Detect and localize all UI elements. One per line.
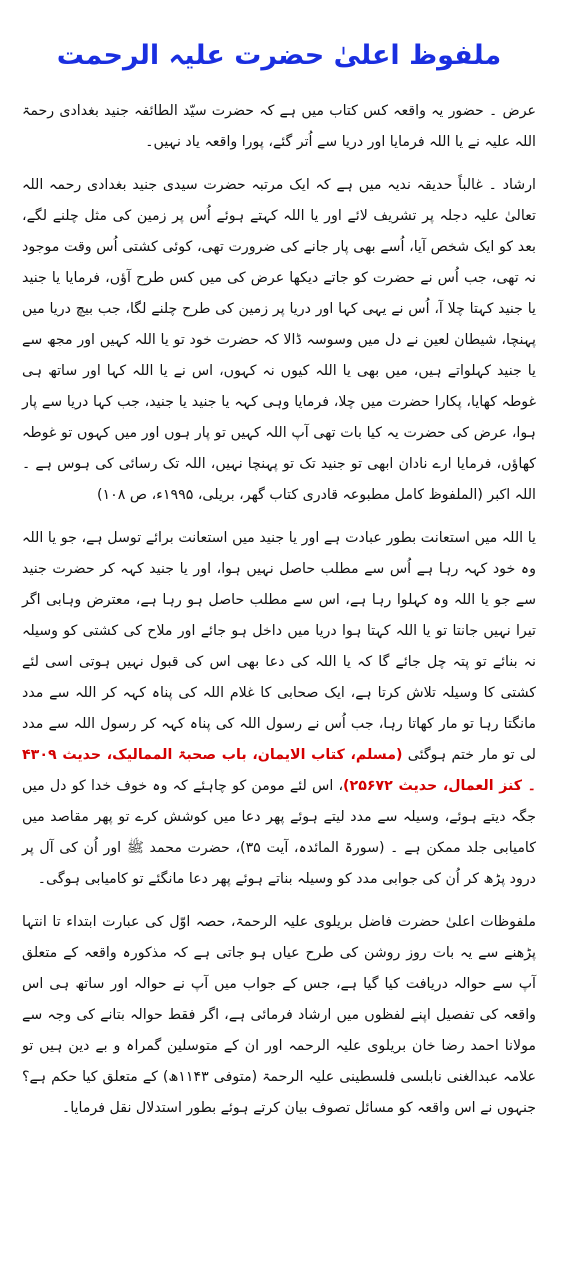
- paragraph-answer: ارشاد ۔ غالباً حدیقہ ندیہ میں ہے کہ ایک مرتبہ حضرت سیدی جنید بغدادی رحمہ اللہ تعالیٰ علیہ دجلہ پر تشریف لائے اور یا اللہ کہتے ہوئے اُس پر زمین کی مثل چلنے لگے، بعد کو ایک شخص آیا، اُسے بھی پار جانے کی ضرورت تھی، کوئی کشتی اُس وقت موجود نہ تھی، جب اُس نے حضرت کو جاتے دیکھا عرض کی میں کس طرح آؤں، فرمایا یا جنید یا جنید کہتا چلا آ، اُس نے یہی کہا اور دریا پر زمین کی طرح چلنے لگا، جب بیچ دریا میں پہنچا، شیطان لعین نے دل میں وسوسہ ڈالا کہ حضرت خود تو یا اللہ کہیں اور مجھ سے یا جنید کہلواتے ہیں، میں بھی یا اللہ کیوں نہ کہوں، اس نے یا اللہ کہا اور ساتھ ہی غوطہ کھایا، پکارا حضرت میں چلا، فرمایا وہی کہہ یا جنید یا جنید، جب کہا دریا سے پار ہوا، عرض کی حضرت یہ کیا بات تھی آپ اللہ کہیں تو پار ہوں اور میں کہوں تو غوطہ کھاؤں، فرمایا ارے نادان ابھی تو جنید تک تو پہنچا نہیں، اللہ تک رسائی کی ہوس ہے ۔ اللہ اکبر (الملفوظ کامل مطبوعہ قادری کتاب گھر، بریلی، ۱۹۹۵ء، ص ۱۰۸): [22, 177, 536, 503]
- commentary-text-continued: ، اس لئے مومن کو چاہئے کہ وہ خوف خدا کو دل میں جگہ دیتے ہوئے، وسیلہ سے مدد لیتے ہوئے پھر دعا میں کوشش کرے تو پھر مقاصد میں کامیابی جلد ممکن ہے ۔ (سورۃ المائدہ، آیت ۳۵)، حضرت محمد ﷺ اور اُن کی آل پر درود پڑھ کر اُن کی جوابی مدد کو وسیلہ بناتے ہوئے پھر دعا مانگئے تو کامیابی ہوگی۔: [22, 778, 536, 887]
- paragraph-commentary: [22, 523, 536, 895]
- commentary-text: یا اللہ میں استعانت بطور عبادت ہے اور یا جنید میں استعانت برائے توسل ہے، جو یا اللہ وہ خود کہہ رہا ہے اُس سے مطلب حاصل نہیں ہوا، اور یا جنید کہہ کر حضرت جنید سے جو یا اللہ وہ کہلوا رہا ہے، اس سے مطلب حاصل ہو رہا ہے، معترض وہابی اگر تیرا نہیں جانتا تو یا اللہ کہتا ہوا دریا میں داخل ہو جائے اور ملاح کی کشتی کو وسیلہ نہ بنائے تو پتہ چل جائے گا کہ یا اللہ کی دعا بھی اس کی قبول نہیں ہوتی اسی لئے کشتی کا وسیلہ تلاش کرتا ہے، ایک صحابی کا غلام اللہ کی پناہ کہہ کر اللہ سے مدد مانگتا رہا تو مار کھاتا رہا، جب اُس نے رسول اللہ کی پناہ کہہ کر رسول اللہ سے مدد لی تو مار ختم ہوگئی: [22, 530, 536, 763]
- page-title: ملفوظ اعلیٰ حضرت علیہ الرحمت: [56, 40, 502, 71]
- hadith-reference: (مسلم، کتاب الایمان، باب صحبۃ الممالیک، حدیث ۴۳۰۹ ۔ کنز العمال، حدیث ۲۵۶۷۲): [22, 747, 536, 794]
- paragraph-conclusion: ملفوظات اعلیٰ حضرت فاضل بریلوی علیہ الرحمۃ، حصہ اوّل کی عبارت ابتداء تا انتہا پڑھنے سے یہ بات روز روشن کی طرح عیاں ہو جاتی ہے کہ مذکورہ واقعہ کے متعلق آپ سے حوالہ دریافت کیا گیا ہے، جس کے جواب میں آپ نے حوالہ اور ساتھ ہی اس واقعہ کی تفصیل اپنے لفظوں میں ارشاد فرمائی ہے، اگر فقط حوالہ بتانے کی وجہ سے مولانا احمد رضا خان بریلوی علیہ الرحمہ اور ان کے متوسلین گمراہ و بے دین ہیں تو علامہ عبدالغنی نابلسی فلسطینی علیہ الرحمۃ (متوفی ۱۱۴۳ھ) کے متعلق کیا حکم ہے؟ جنہوں نے اس واقعہ کو مسائل تصوف بیان کرتے ہوئے بطور استدلال نقل فرمایا۔: [22, 914, 536, 1116]
- paragraph-question: عرض ۔ حضور یہ واقعہ کس کتاب میں ہے کہ حضرت سیّد الطائفہ جنید بغدادی رحمۃ اللہ علیہ نے یا اللہ فرمایا اور دریا سے اُتر گئے، پورا واقعہ یاد نہیں۔: [22, 103, 536, 150]
